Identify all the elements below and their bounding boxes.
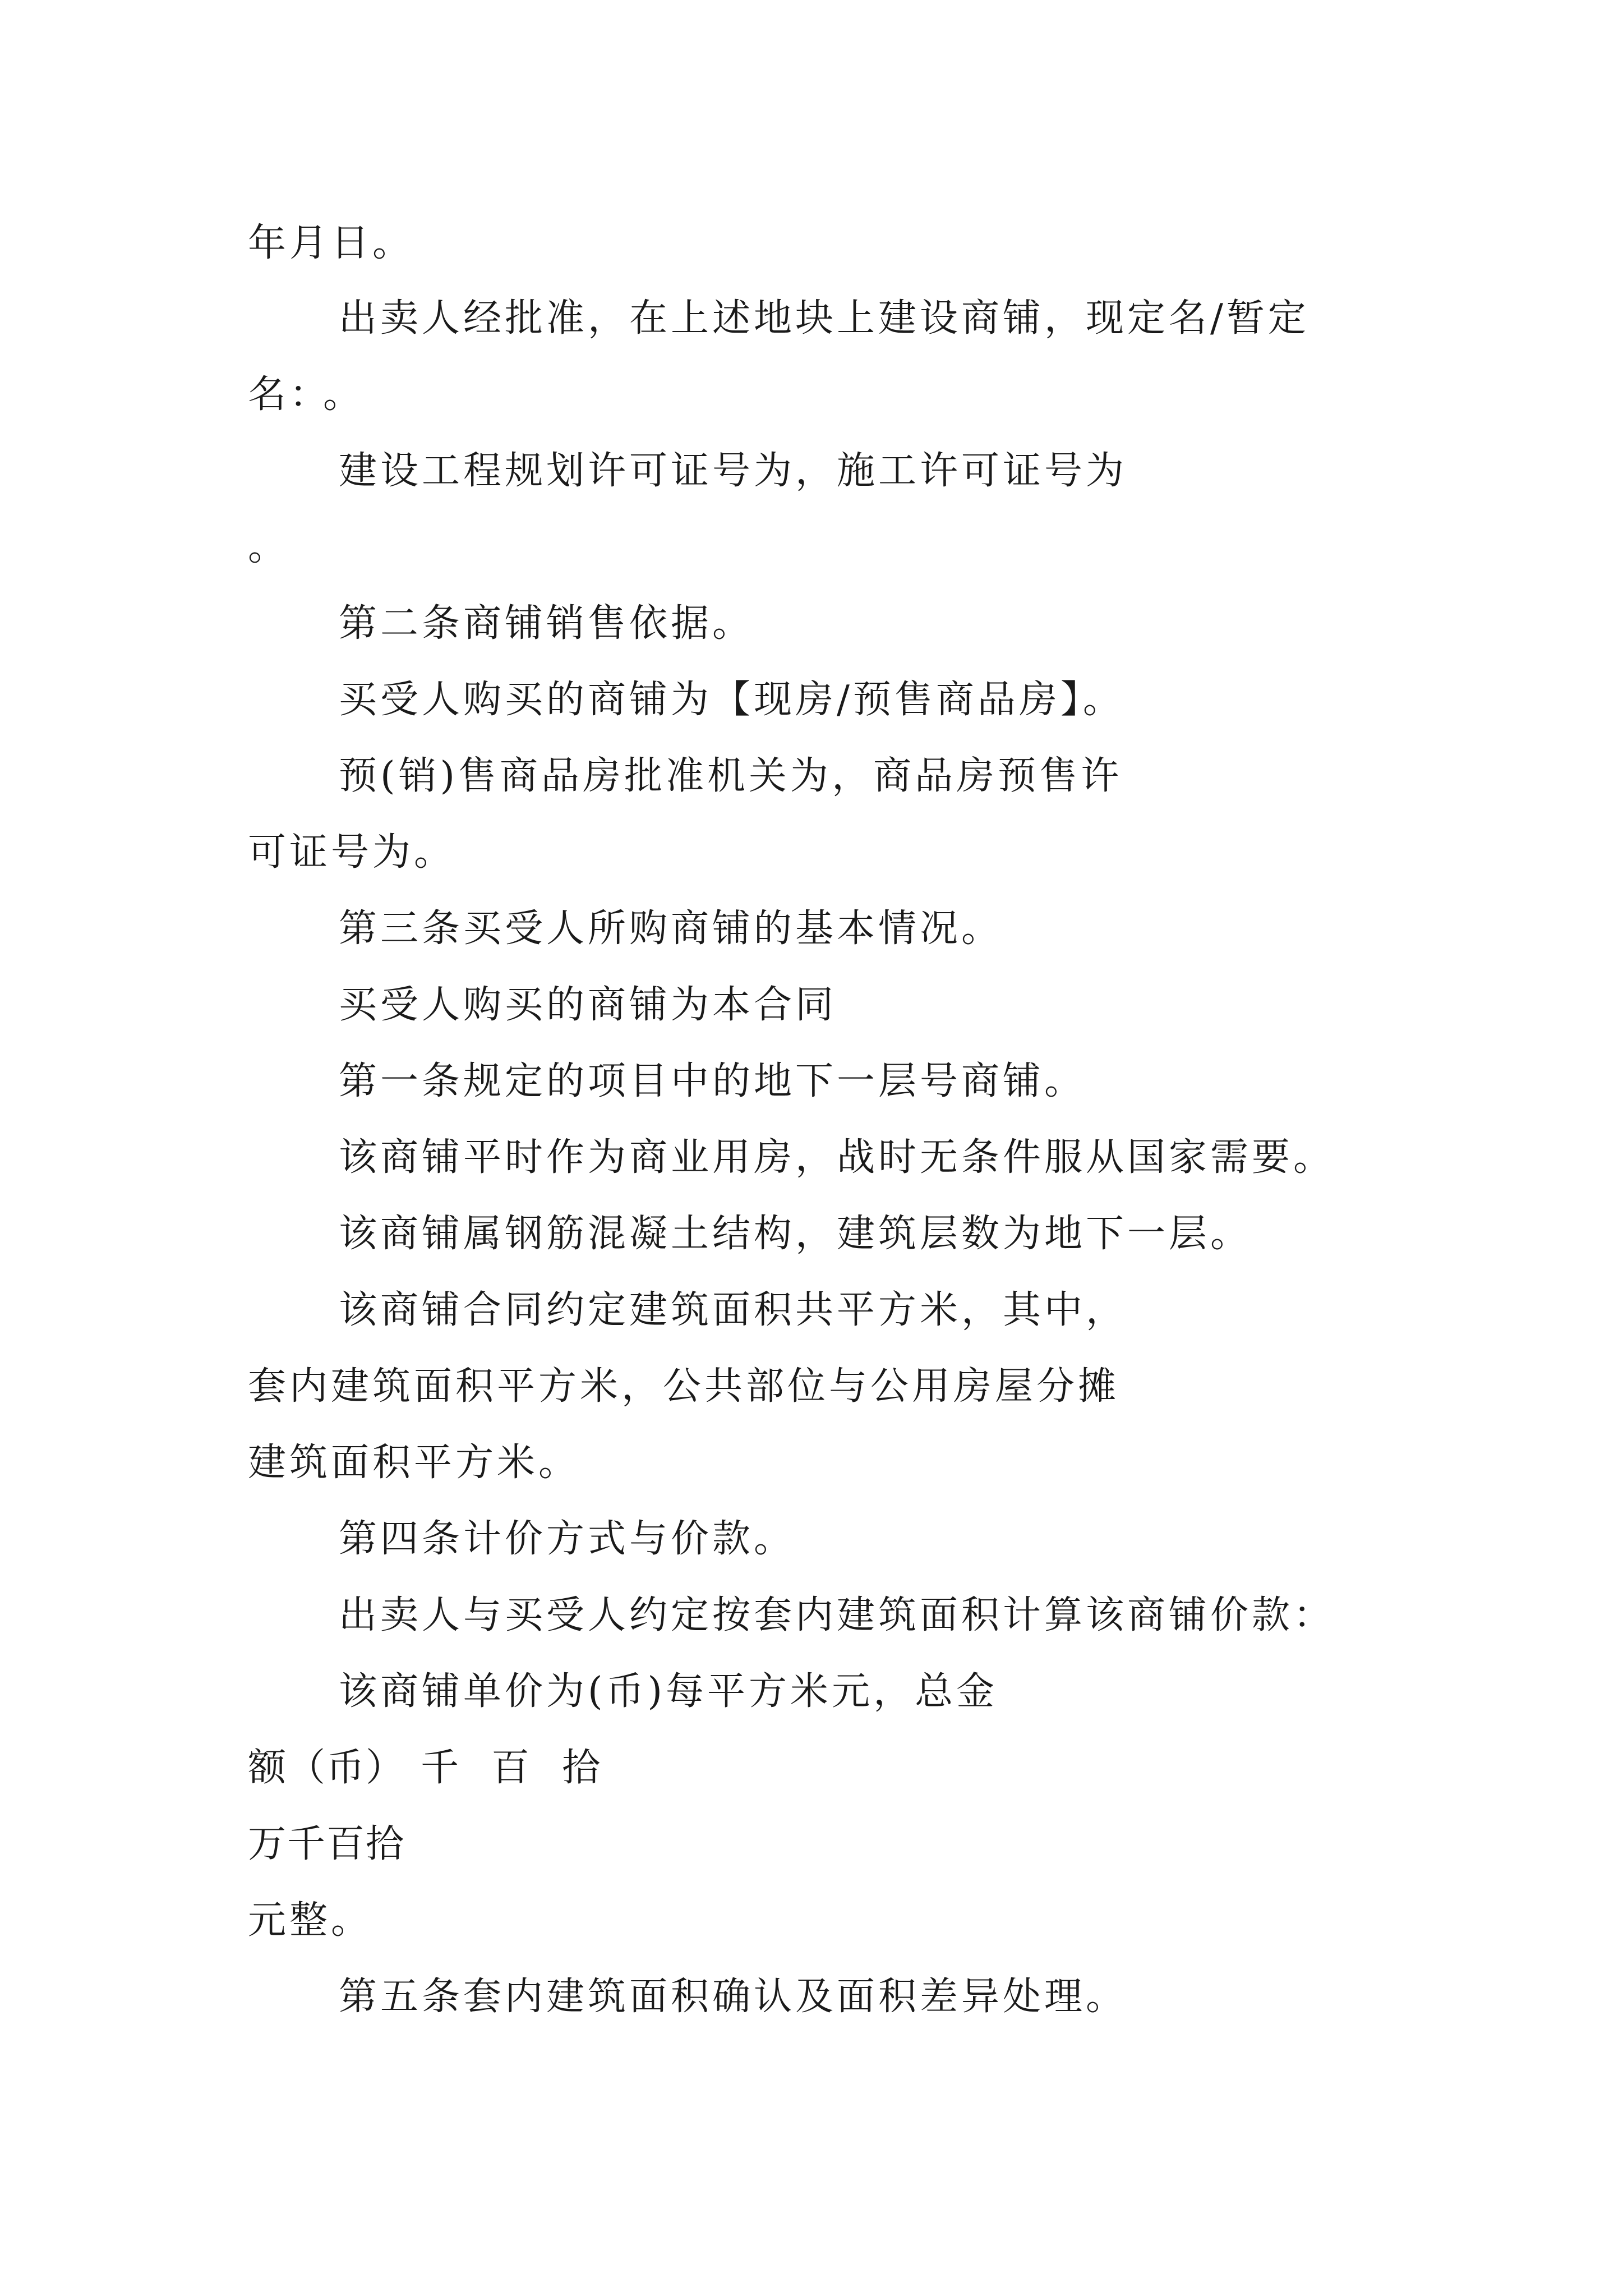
text-area-unit: 平方米，其中，: [837, 1288, 1128, 1332]
text-line: [339, 1593, 1335, 1637]
paragraph-text: 买受人购买的商铺为本合同: [339, 983, 837, 1027]
text-line: [339, 983, 837, 1027]
text-line: [339, 1135, 1335, 1180]
label-shop-location: 第一条规定的项目中的地下一层: [339, 1059, 920, 1103]
label-currency-close: 币）: [326, 1746, 405, 1790]
text-line: [339, 296, 1310, 341]
paragraph-text: 该商铺平时作为商业用房，战时无条件服从国家需要。: [339, 1135, 1335, 1180]
label-permit-number: 可证号为: [248, 830, 414, 875]
paragraph-text: 买受人购买的商铺为【现房/预售商品房】。: [339, 678, 1124, 722]
text-line: [339, 1059, 1086, 1103]
text-digit-bai: 百: [326, 1822, 366, 1866]
text-digit-wan: 万: [248, 1822, 288, 1866]
section-heading: [339, 1975, 1128, 2019]
text-shared-area: 平方米，公共部位与公用房屋分摊: [497, 1364, 1120, 1409]
text-month: 月: [289, 221, 331, 265]
text-yuan-total: 元整。: [248, 1898, 373, 1943]
paragraph-text: 出卖人经批准，在上述地块上建设商铺，现定名/暂定: [339, 296, 1310, 341]
paragraph-text: 出卖人与买受人约定按套内建筑面积计算该商铺价款：: [339, 1593, 1335, 1637]
text-line: [339, 678, 1124, 722]
text-period: 。: [248, 525, 290, 569]
label-planning-permit: 建设工程规划许可证号为: [339, 449, 796, 493]
text-line: [248, 830, 456, 875]
text-period: 。: [414, 830, 456, 875]
text-area-unit: 平方米。: [414, 1441, 580, 1485]
text-digit-qian: 千: [421, 1746, 460, 1790]
text-line: [248, 1898, 373, 1943]
text-shop-suffix: 号商铺。: [920, 1059, 1086, 1103]
text-digit-shi: 拾: [366, 1822, 405, 1866]
text-line: [248, 372, 365, 417]
text-digit-shi: 拾: [562, 1746, 602, 1790]
label-inner-area: 套内建筑面积: [248, 1364, 497, 1409]
text-line: [339, 1288, 1128, 1332]
text-line: [248, 1441, 580, 1485]
text-period: 。: [323, 372, 365, 417]
text-line: [248, 1364, 1120, 1409]
section-heading: [339, 907, 1003, 951]
text-line: [248, 1746, 602, 1790]
label-total-area: 该商铺合同约定建筑面积共: [339, 1288, 837, 1332]
label-unit-price: 该商铺单价为(: [339, 1669, 606, 1714]
label-name: 名：: [248, 372, 312, 417]
label-presale-permit: ，商品房预售许: [832, 754, 1123, 798]
text-day: 日。: [331, 221, 414, 265]
label-building-area: 建筑面积: [248, 1441, 414, 1485]
label-approval-authority: 预(销)售商品房批准机关为: [339, 754, 832, 798]
label-total-amount: 元，总金: [832, 1669, 998, 1714]
paragraph-text: 该商铺属钢筋混凝土结构，建筑层数为地下一层。: [339, 1212, 1252, 1256]
text-digit-bai: 百: [491, 1746, 531, 1790]
text-line: [339, 449, 1128, 493]
text-digit-qian: 千: [287, 1822, 327, 1866]
text-line: [339, 1669, 998, 1714]
section-heading: [339, 601, 754, 646]
heading-text: 第三条买受人所购商铺的基本情况。: [339, 907, 1003, 951]
label-amount: 额（: [248, 1746, 327, 1790]
text-line: [248, 1822, 405, 1866]
text-line: [339, 1212, 1252, 1256]
text-line: [248, 525, 290, 569]
heading-text: 第二条商铺销售依据。: [339, 601, 754, 646]
section-heading: [339, 1517, 796, 1561]
label-per-sqm: 币)每平方米: [606, 1669, 832, 1714]
text-line: [248, 221, 414, 265]
text-line: [339, 754, 1123, 798]
heading-text: 第四条计价方式与价款。: [339, 1517, 796, 1561]
heading-text: 第五条套内建筑面积确认及面积差异处理。: [339, 1975, 1128, 2019]
text-year: 年: [248, 221, 290, 265]
label-construction-permit: ，施工许可证号为: [795, 449, 1128, 493]
